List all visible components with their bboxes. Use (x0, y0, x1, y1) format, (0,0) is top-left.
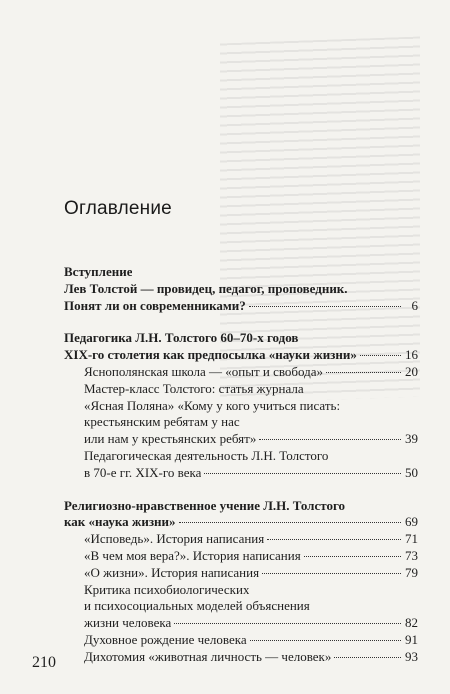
toc-entry-text: в 70-е гг. XIX-го века (84, 464, 202, 480)
toc-line (64, 498, 418, 515)
toc-entry-text: Понят ли он современниками? (64, 297, 246, 313)
toc-entry-text: XIX-го столетия как предпосылка «науки жизни» (64, 347, 357, 363)
toc-page-number: 71 (405, 531, 418, 547)
toc-line (64, 582, 418, 599)
toc-section (64, 264, 418, 314)
toc-entry-text: Педагогическая деятельность Л.Н. Толстого (84, 447, 329, 463)
toc-line (64, 565, 418, 582)
toc-entry-text: Вступление (64, 264, 133, 279)
toc-page-number: 73 (405, 547, 418, 563)
dot-leader (267, 539, 401, 540)
dot-leader (250, 640, 401, 641)
toc-page-number: 20 (405, 363, 418, 379)
toc-entry-text: как «наука жизни» (64, 514, 176, 530)
toc-line (64, 615, 418, 632)
toc-line (64, 381, 418, 398)
dot-leader (360, 355, 401, 356)
toc-line (64, 649, 418, 666)
toc-entry-text: и психосоциальных моделей объяснения (84, 598, 310, 614)
toc-page-number: 16 (405, 347, 418, 363)
toc-line (64, 264, 418, 281)
toc-page-number: 50 (405, 464, 418, 480)
toc-line (64, 548, 418, 565)
toc-line (64, 431, 418, 448)
toc-line (64, 531, 418, 548)
toc-entry-text: крестьянским ребятам у нас (84, 414, 240, 430)
dot-leader (179, 522, 401, 523)
toc-entry-text: Яснополянская школа — «опыт и свобода» (84, 363, 324, 379)
toc-entry-text: Педагогика Л.Н. Толстого 60–70-х годов (64, 330, 299, 346)
toc-entry-text: Религиозно-нравственное учение Л.Н. Толстого (64, 497, 346, 513)
toc-line (64, 414, 418, 431)
toc-section (64, 330, 418, 481)
toc-page-number: 39 (405, 431, 418, 447)
dot-leader (174, 623, 401, 624)
toc-entry-text: «Исповедь». История написания (84, 531, 265, 547)
toc-line (64, 364, 418, 381)
toc-line (64, 281, 418, 298)
toc-entry-text: Дихотомия «животная личность — человек» (84, 648, 332, 664)
toc-line (64, 398, 418, 415)
toc-entry-text: «В чем моя вера?». История написания (84, 547, 301, 563)
page-title: Оглавление (64, 198, 172, 219)
toc-page-number: 79 (405, 564, 418, 580)
dot-leader (334, 657, 401, 658)
toc-page-number: 91 (405, 631, 418, 647)
toc-entry-text: или нам у крестьянских ребят» (84, 431, 257, 447)
toc-entry-text: жизни человека (84, 615, 172, 631)
toc-section (64, 498, 418, 666)
toc-line (64, 598, 418, 615)
toc-page-number: 82 (405, 615, 418, 631)
dot-leader (204, 473, 401, 474)
dot-leader (259, 439, 401, 440)
toc-entry-text: Критика психобиологических (84, 581, 250, 597)
toc-entry-text: «О жизни». История написания (84, 564, 260, 580)
table-of-contents (64, 264, 418, 682)
toc-line (64, 298, 418, 315)
page-number: 210 (32, 654, 56, 671)
dot-leader (249, 306, 401, 307)
toc-entry-text: «Ясная Поляна» «Кому у кого учиться писать: (84, 397, 341, 413)
toc-line (64, 514, 418, 531)
toc-line (64, 448, 418, 465)
toc-line (64, 465, 418, 482)
toc-page-number: 69 (405, 514, 418, 530)
dot-leader (304, 556, 401, 557)
toc-entry-text: Лев Толстой — провидец, педагог, проповедник. (64, 280, 348, 296)
toc-line (64, 347, 418, 364)
toc-line (64, 330, 418, 347)
toc-entry-text: Духовное рождение человека (84, 631, 247, 647)
dot-leader (262, 573, 401, 574)
toc-line (64, 632, 418, 649)
toc-entry-text: Мастер-класс Толстого: статья журнала (84, 380, 304, 396)
toc-page-number: 93 (405, 648, 418, 664)
toc-page-number: 6 (411, 297, 418, 313)
dot-leader (326, 372, 401, 373)
